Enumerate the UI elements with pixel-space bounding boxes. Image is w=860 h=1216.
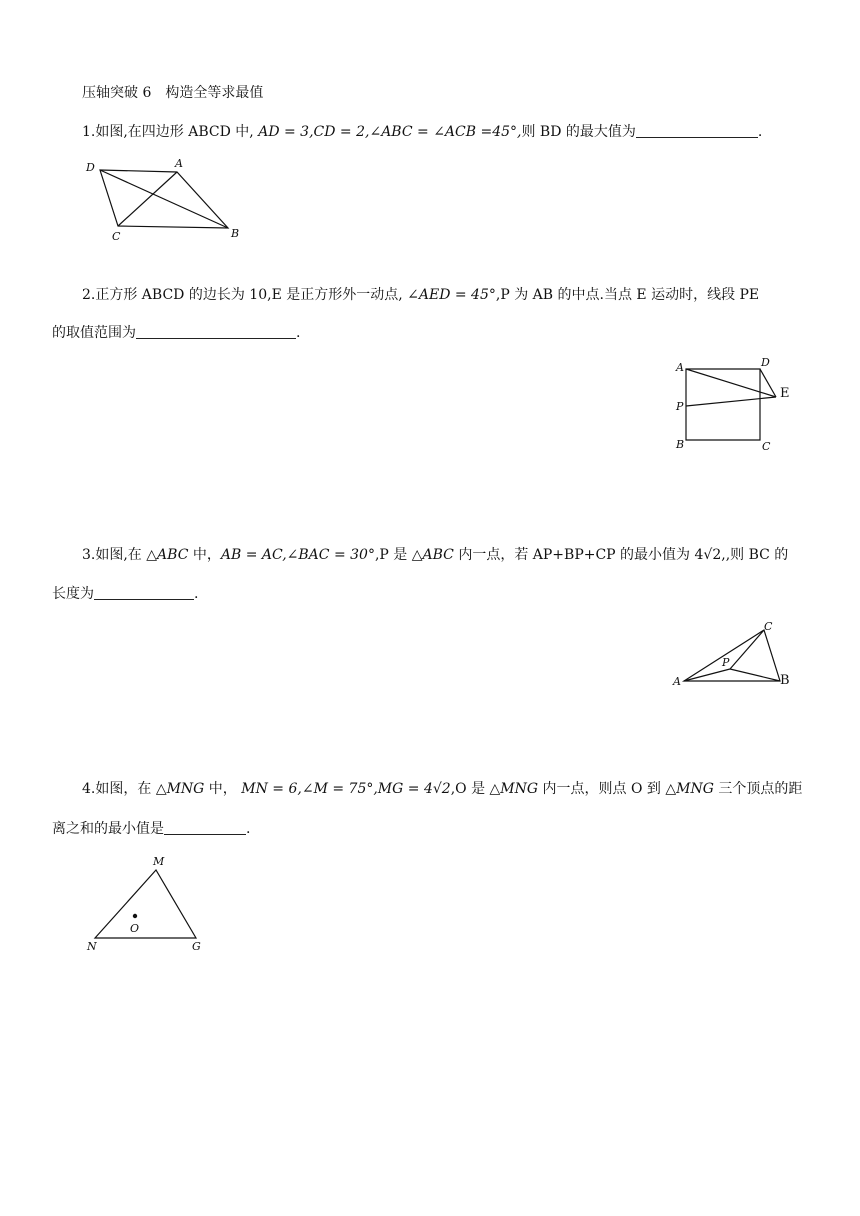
q3-label-c: C: [764, 620, 773, 633]
q3-triangle-2: △ABC: [411, 547, 454, 563]
q3-label-p: P: [722, 656, 730, 669]
q4-triangle-1: △MNG: [155, 781, 205, 797]
q3-segment-cp: [730, 630, 764, 669]
q3-segment-bp: [730, 669, 780, 681]
q3-line1-mid: 中，: [188, 547, 221, 563]
q4-figure: [82, 852, 212, 957]
q4-answer-blank[interactable]: [164, 820, 246, 835]
q4-label-m: M: [153, 855, 165, 868]
q3-line2-prefix: 长度为: [52, 586, 94, 602]
q4-triangle-3: △MNG: [665, 781, 714, 797]
q2-line1-prefix: 2.正方形 ABCD 的边长为 10,E 是正方形外一动点,: [82, 287, 408, 303]
q1-figure: [80, 155, 250, 245]
q2-label-c: C: [762, 440, 771, 453]
q2-label-b: B: [676, 438, 685, 451]
q1-math: AD = 3,CD = 2,∠ABC = ∠ACB =45°,: [253, 124, 522, 140]
q4-line2-prefix: 离之和的最小值是: [52, 821, 164, 837]
q3-figure: [670, 618, 800, 698]
question-4-line-2: [52, 820, 250, 838]
q3-label-b: B: [780, 673, 790, 688]
q2-label-e: E: [780, 386, 790, 401]
q2-answer-blank[interactable]: [136, 324, 296, 339]
q3-triangle-1: △ABC: [146, 547, 189, 563]
q1-diagonal-ca: [118, 172, 177, 226]
q4-triangle-2: △MNG: [489, 781, 539, 797]
q3-segment-ap: [684, 669, 730, 681]
q3-line1-p: ,P 是: [374, 547, 412, 563]
q4-line1-in: 内一点，则点 O 到: [538, 781, 666, 797]
q2-label-a: A: [676, 361, 684, 374]
q1-label-d: D: [86, 161, 95, 174]
q1-label-b: B: [231, 227, 240, 240]
question-1-text: [82, 123, 762, 141]
q3-line1-math: AB = AC,∠BAC = 30°: [220, 547, 375, 563]
q1-label-c: C: [112, 230, 121, 243]
q4-line1-suffix: 三个顶点的距: [713, 781, 803, 797]
q1-answer-blank[interactable]: [636, 123, 758, 138]
q1-diagonal-db: [100, 170, 228, 228]
q4-line1-math: MN = 6,∠M = 75°,MG = 4√2: [241, 781, 451, 797]
q4-line1-mid: 中，: [204, 781, 242, 797]
question-3-line-2: [52, 585, 198, 603]
q3-line1-prefix: 3.如图,在: [82, 547, 147, 563]
q3-line1-suffix: 内一点，若 AP+BP+CP 的最小值为 4√2,,则 BC 的: [453, 547, 789, 563]
q1-label-a: A: [175, 157, 183, 170]
q4-label-o: O: [130, 922, 140, 935]
q2-end: .: [296, 325, 301, 341]
q3-label-a: A: [673, 675, 681, 688]
question-2-line-2: [52, 324, 300, 342]
q2-segment-pe: [686, 397, 776, 406]
q1-end: .: [757, 124, 763, 140]
q2-label-p: P: [676, 400, 684, 413]
q1-suffix: 则 BD 的最大值为: [521, 124, 636, 140]
q2-figure: [672, 355, 802, 455]
q2-line2-prefix: 的取值范围为: [52, 325, 136, 341]
q4-triangle: [95, 870, 196, 938]
q3-triangle: [684, 630, 780, 681]
q2-line1-suffix: ,P 为 AB 的中点.当点 E 运动时，线段 PE: [495, 287, 760, 303]
q1-prefix: 1.如图,在四边形 ABCD 中,: [82, 124, 254, 140]
page-title: 压轴突破 6 构造全等求最值: [82, 85, 264, 101]
q4-label-g: G: [192, 940, 201, 953]
q4-line1-prefix: 4.如图，在: [82, 781, 156, 797]
q4-line1-o: ,O 是: [450, 781, 490, 797]
question-4-line-1: [82, 780, 802, 798]
q4-label-n: N: [87, 940, 97, 953]
question-3-line-1: [82, 546, 788, 564]
q2-line1-math: ∠AED = 45°: [407, 287, 496, 303]
q4-end: .: [246, 821, 251, 837]
q4-point-o: [133, 914, 137, 918]
q3-answer-blank[interactable]: [94, 585, 194, 600]
q3-end: .: [194, 586, 199, 602]
q2-label-d: D: [761, 356, 770, 369]
question-2-line-1: [82, 286, 759, 304]
